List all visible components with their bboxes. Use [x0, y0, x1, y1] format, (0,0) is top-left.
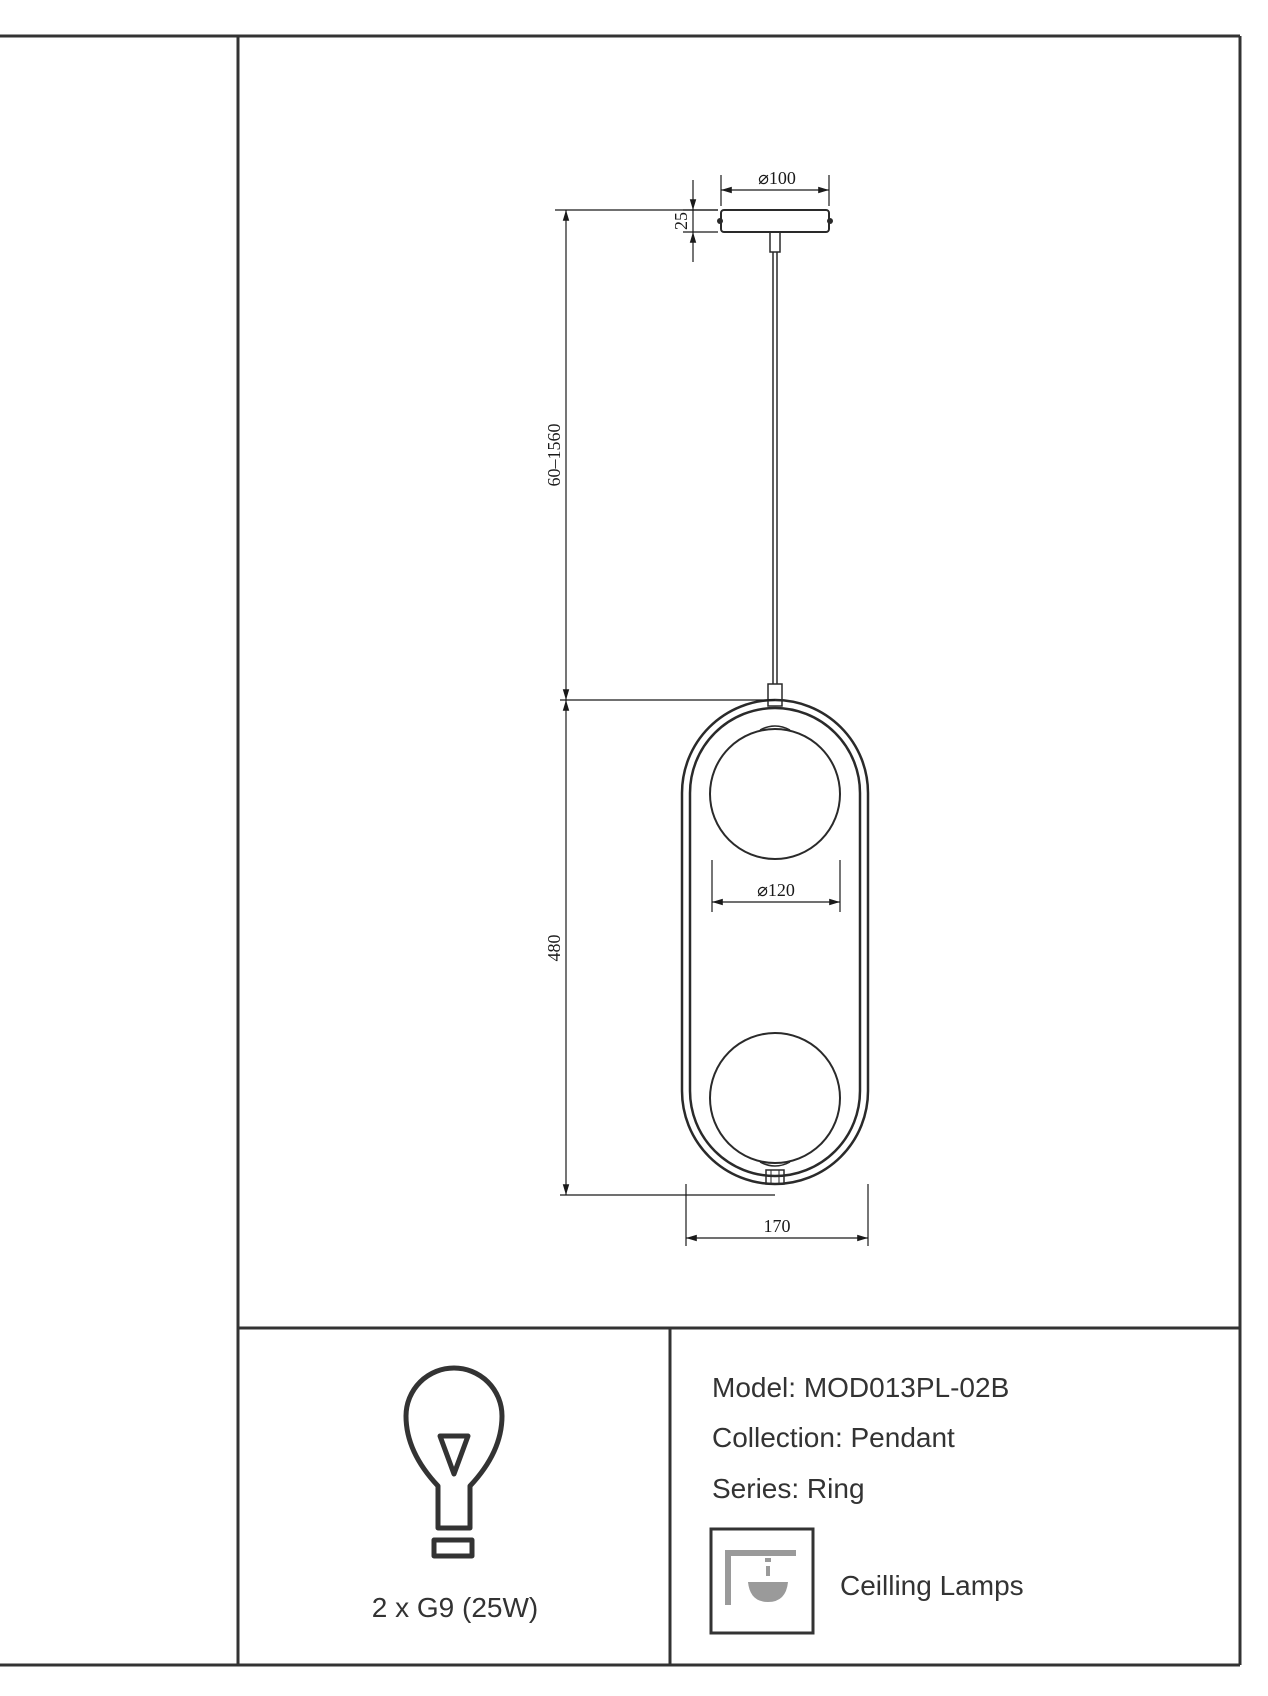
ring-frame-outer — [682, 700, 868, 1184]
dim-canopy-height: 25 — [671, 212, 691, 230]
top-globe — [710, 729, 840, 859]
bottom-globe — [710, 1033, 840, 1163]
collection-line: Collection: Pendant — [712, 1422, 955, 1453]
model-line: Model: MOD013PL-02B — [712, 1372, 1010, 1403]
light-bulb-icon — [406, 1368, 502, 1556]
category-label: Ceilling Lamps — [840, 1570, 1024, 1601]
dim-body-height: 480 — [544, 934, 564, 962]
lamp-drawing — [682, 210, 868, 1184]
dim-globe-diameter: ⌀120 — [757, 880, 795, 900]
bulb-spec: 2 x G9 (25W) — [371, 1592, 539, 1623]
ceiling-lamp-icon — [711, 1529, 813, 1633]
dim-body-width: 170 — [763, 1216, 791, 1236]
dim-canopy-diameter: ⌀100 — [758, 168, 796, 188]
canopy — [721, 210, 829, 232]
series-line: Series: Ring — [712, 1473, 865, 1504]
sheet-frame — [0, 36, 1240, 1665]
ring-frame-inner — [690, 708, 860, 1176]
dim-cable-length: 60–1560 — [544, 423, 564, 487]
